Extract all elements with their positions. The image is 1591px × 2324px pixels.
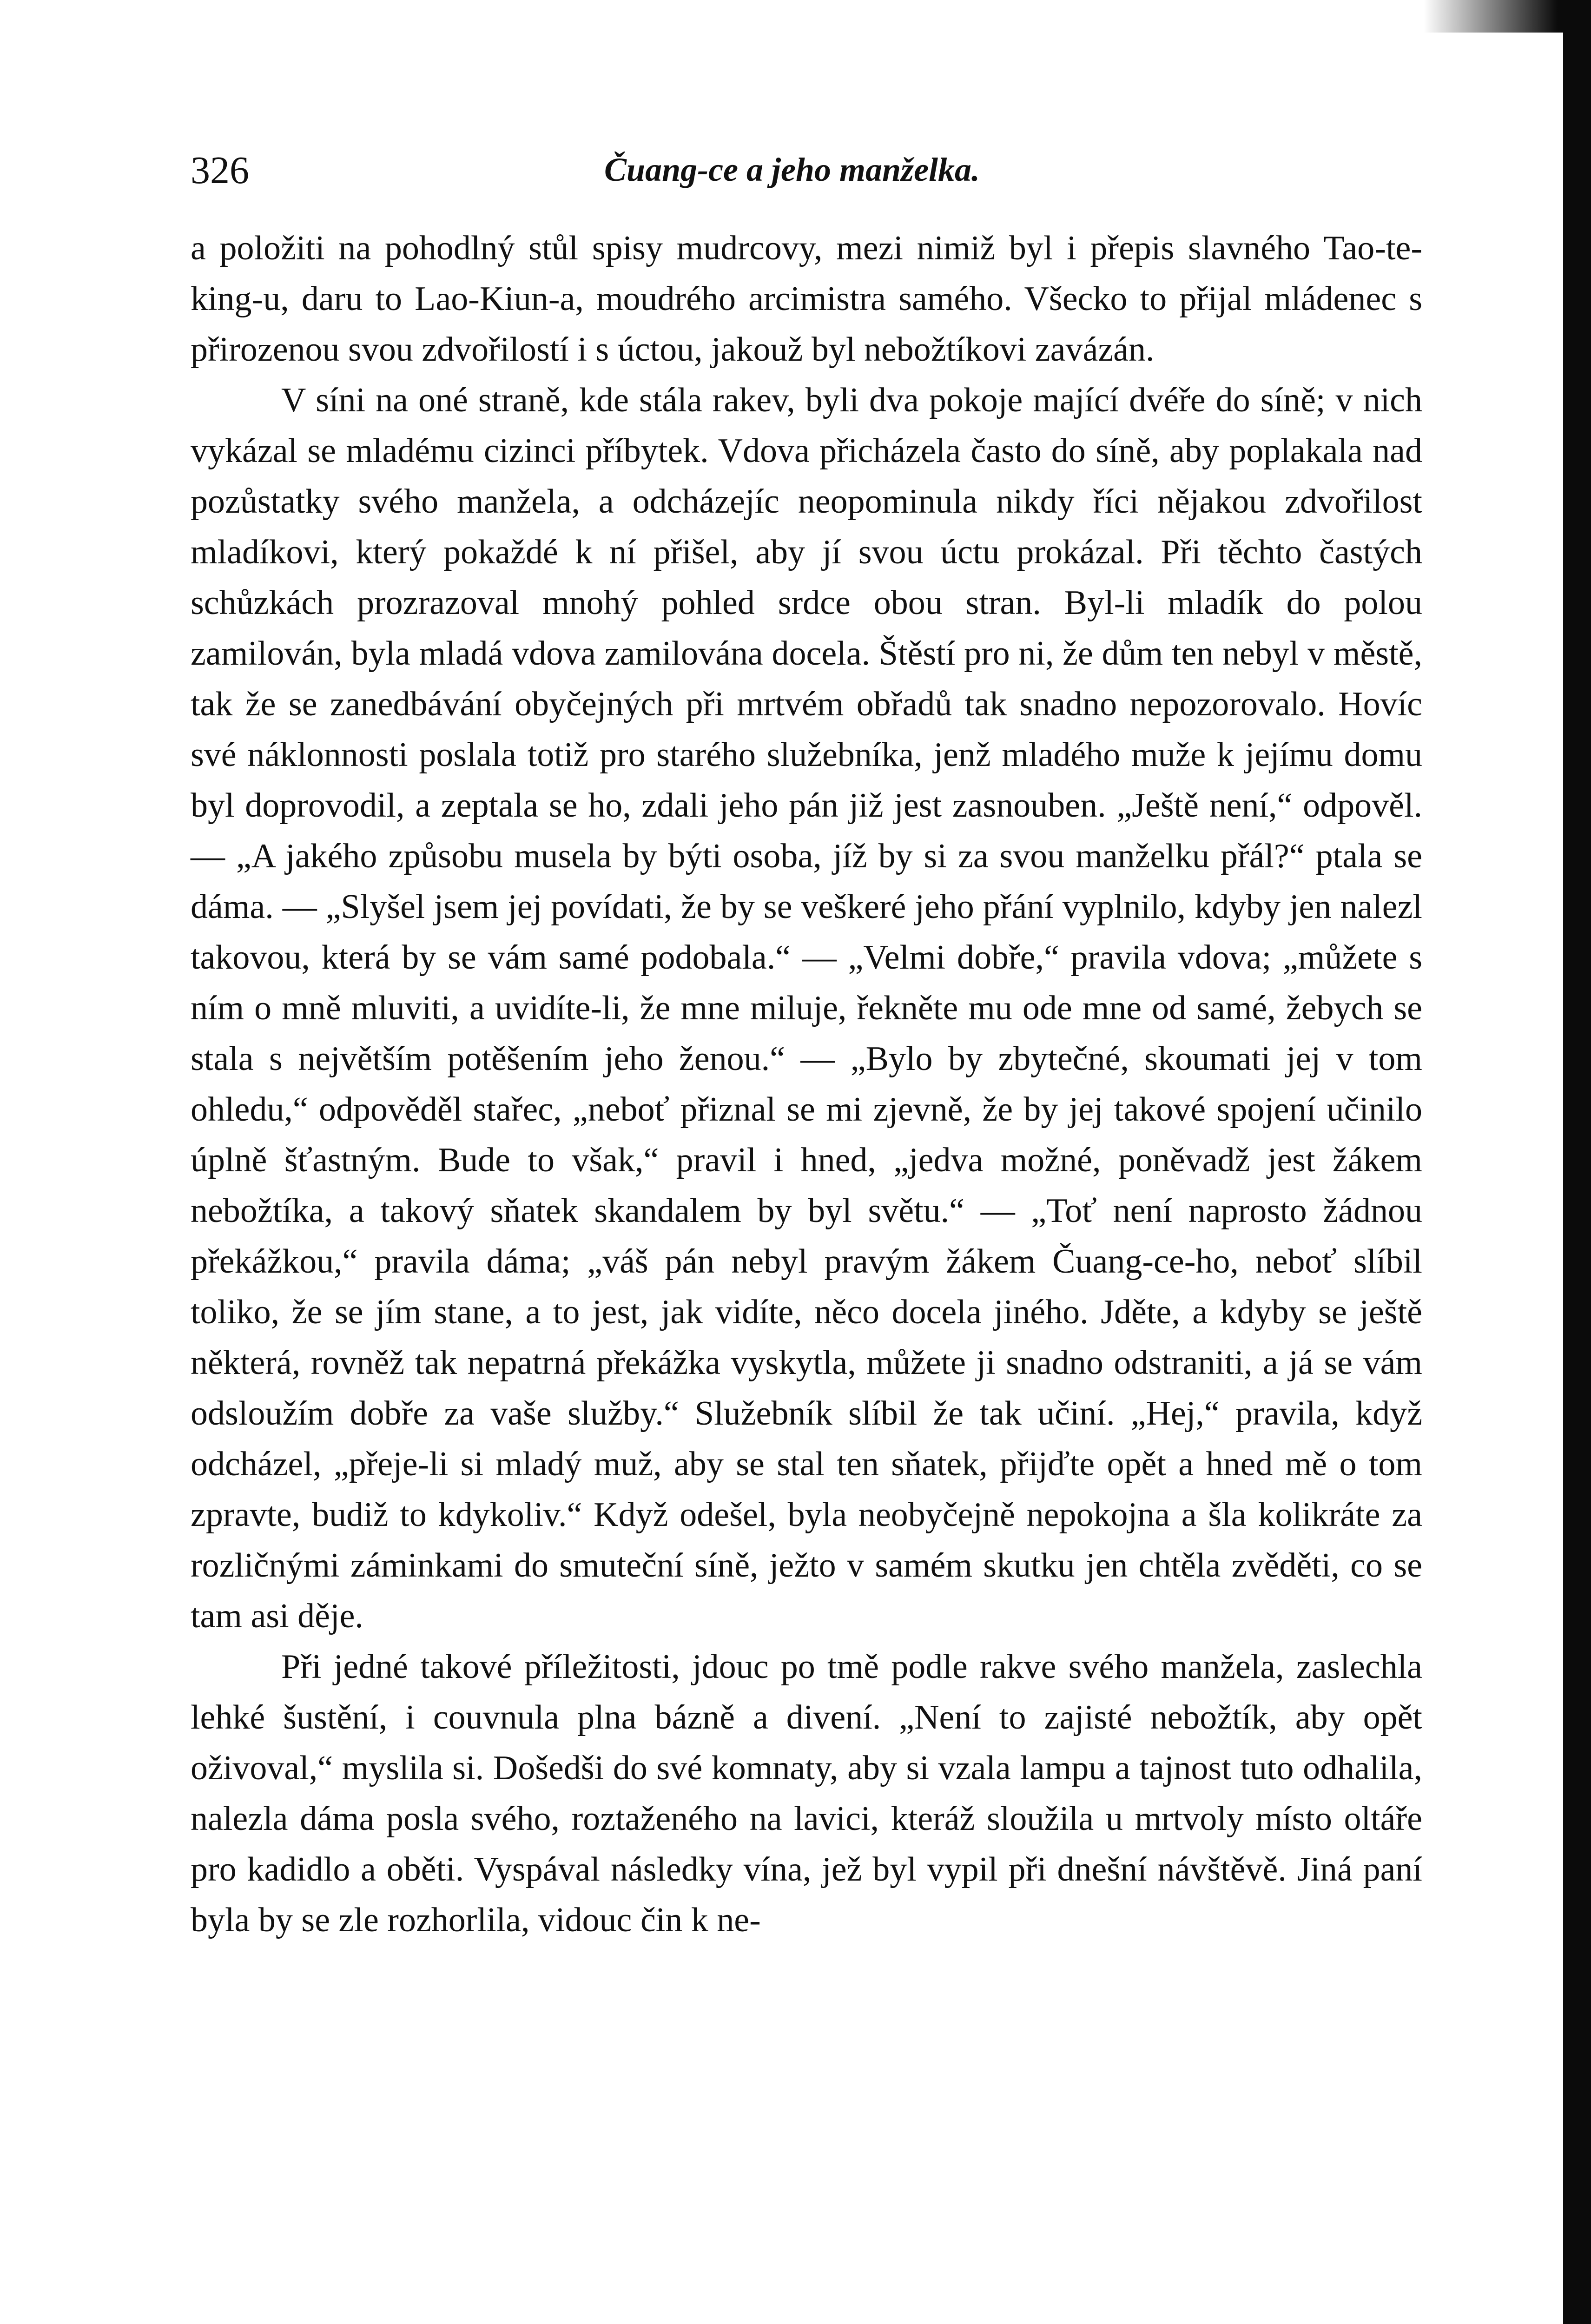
book-page (191, 130, 1422, 2324)
paragraph-1: a položiti na pohodlný stůl spisy mudrcovy, mezi nimiž byl i přepis slavného Tao-te-king-u, daru to Lao-Kiun-a, moudrého arcimistra samého. Všecko to přijal mládenec s přirozenou svou zdvořilostí i s úctou, jakouž byl nebožtíkovi zavázán. (191, 229, 1422, 369)
page-number: 326 (191, 149, 249, 192)
page-header (191, 130, 1422, 223)
body-text (191, 223, 1422, 1946)
paragraph-3: Při jedné takové příležitosti, jdouc po tmě podle rakve svého manžela, zaslechla lehké šustění, i couvnula plna bázně a divení. „Není to zajisté nebožtík, aby opět oživoval,“ myslila si. Došedši do své komnaty, aby si vzala lampu a tajnost tuto odhalila, nalezla dáma posla svého, roztaženého na lavici, kteráž sloužila u mrtvoly místo oltáře pro kadidlo a oběti. Vyspával následky vína, jež byl vypil při dnešní návštěvě. Jiná paní byla by se zle rozhorlila, vidouc čin k ne- (191, 1648, 1422, 1939)
running-title: Čuang-ce a jeho manželka. (604, 151, 980, 188)
scan-edge-right (1563, 0, 1591, 2324)
paragraph-2: V síni na oné straně, kde stála rakev, byli dva pokoje mající dvéře do síně; v nich vykázal se mladému cizinci příbytek. Vdova přicházela často do síně, aby poplakala nad pozůstatky svého manžela, a odcházejíc neopominula nikdy říci nějakou zdvořilost mladíkovi, který pokaždé k ní přišel, aby jí svou úctu prokázal. Při těchto častých schůzkách prozrazoval mnohý pohled srdce obou stran. Byl-li mladík do polou zamilován, byla mladá vdova zamilována docela. Štěstí pro ni, že dům ten nebyl v městě, tak že se zanedbávání obyčejných při mrtvém obřadů tak snadno nepozorovalo. Hovíc své náklonnosti poslala totiž pro starého služebníka, jenž mladého muže k jejímu domu byl doprovodil, a zeptala se ho, zdali jeho pán již jest zasnouben. „Ještě není,“ odpověl. — „A jakého způsobu musela by býti osoba, jíž by si za svou manželku přál?“ ptala se dáma. — „Slyšel jsem jej povídati, že by se veškeré jeho přání vyplnilo, kdyby jen nalezl takovou, která by se vám samé podobala.“ — „Velmi dobře,“ pravila vdova; „můžete s ním o mně mluviti, a uvidíte-li, že mne miluje, řekněte mu ode mne od samé, žebych se stala s největším potěšením jeho ženou.“ — „Bylo by zbytečné, skoumati jej v tom ohledu,“ odpověděl stařec, „neboť přiznal se mi zjevně, že by jej takové spojení učinilo úplně šťastným. Bude to však,“ pravil i hned, „jedva možné, poněvadž jest žákem nebožtíka, a takový sňatek skandalem by byl světu.“ — „Toť není naprosto žádnou překážkou,“ pravila dáma; „váš pán nebyl pravým žákem Čuang-ce-ho, neboť slíbil toliko, že se jím stane, a to jest, jak vidíte, něco docela jiného. Jděte, a kdyby se ještě některá, rovněž tak nepatrná překážka vyskytla, můžete ji snadno odstraniti, a já se vám odsloužím dobře za vaše služby.“ Služebník slíbil že tak učiní. „Hej,“ pravila, když odcházel, „přeje-li si mladý muž, aby se stal ten sňatek, přijďte opět a hned mě o tom zpravte, budiž to kdykoliv.“ Když odešel, byla neobyčejně nepokojna a šla kolikráte za rozličnými záminkami do smuteční síně, ježto v samém skutku jen chtěla zvěděti, co se tam asi děje. (191, 381, 1422, 1635)
